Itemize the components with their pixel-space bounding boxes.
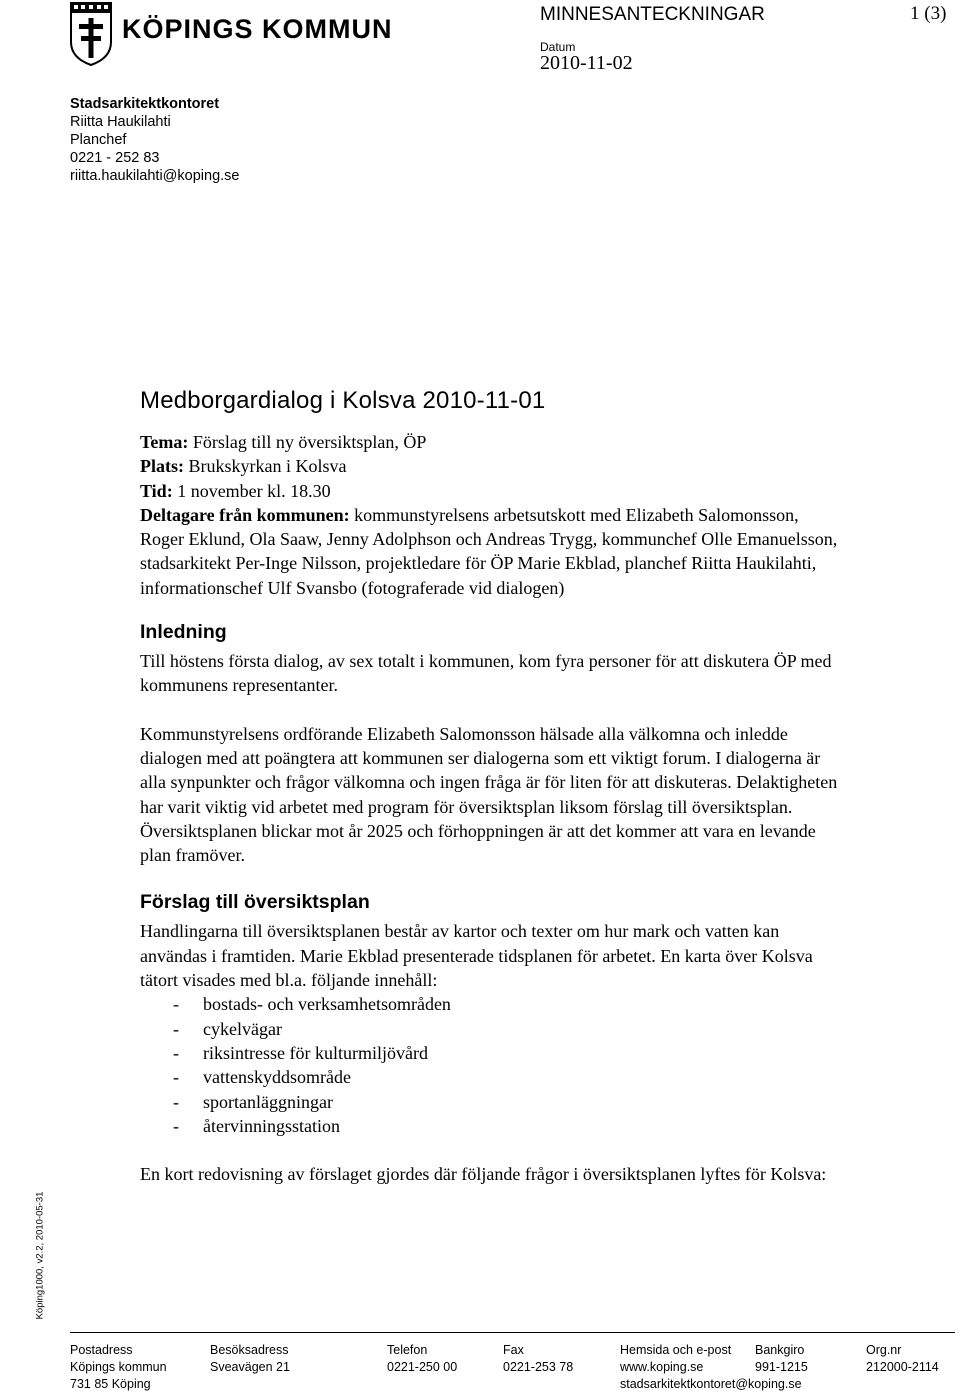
tid-value: 1 november kl. 18.30 xyxy=(172,480,331,501)
footer-fax xyxy=(503,1342,573,1376)
list-item xyxy=(140,1114,840,1138)
footer-orgnr-value: 212000-2114 xyxy=(866,1360,939,1374)
list-item-text: sportanläggningar xyxy=(203,1091,333,1112)
sender-org: Stadsarkitektkontoret xyxy=(70,96,220,112)
inledning-paragraph-2: Kommunstyrelsens ordförande Elizabeth Salomonsson hälsade alla välkomna och inledde dialogen med att poängtera att kommunen ser dialogerna som ett viktigt forum. I dialogerna är alla synpunkter och frågor välkomna och ingen fråga är för liten för att diskuteras. Delaktigheten har varit viktig vid arbetet med program för översiktsplan liksom förslag till översiktsplan. Översiktsplanen blickar mot år 2025 och förhoppningen är att det kommer att vara en levande plan framöver. xyxy=(140,723,838,866)
list-item xyxy=(140,1090,840,1114)
meta-plats xyxy=(140,454,840,478)
footer-telefon-label: Telefon xyxy=(387,1343,428,1357)
list-item xyxy=(140,992,840,1016)
footer-postadress-label: Postadress xyxy=(70,1343,133,1357)
list-dash: - xyxy=(173,1067,179,1088)
footer-postadress-line1: Köpings kommun xyxy=(70,1360,167,1374)
sender-name: Riitta Haukilahti xyxy=(70,114,171,130)
date-label: Datum xyxy=(540,40,576,54)
footer-fax-label: Fax xyxy=(503,1343,524,1357)
plats-value: Brukskyrkan i Kolsva xyxy=(184,456,347,477)
list-item-text: riksintresse för kulturmiljövård xyxy=(203,1042,428,1063)
document-title: Medborgardialog i Kolsva 2010-11-01 xyxy=(140,387,546,414)
footer-besoksadress-value: Sveavägen 21 xyxy=(210,1360,290,1374)
deltagare-value: kommunstyrelsens arbetsutskott med Elizabeth Salomonsson, Roger Eklund, Ola Saaw, Jenny Adolphson och Andreas Trygg, kommunchef Olle Emanuelsson, stadsarkitekt Per-Inge Nilsson, projektledare för ÖP Marie Ekblad, planchef Riitta Haukilahti, informationschef Ulf Svansbo (fotograferade vid dialogen) xyxy=(140,504,838,598)
sender-phone: 0221 - 252 83 xyxy=(70,150,160,166)
list-dash: - xyxy=(173,1091,179,1112)
forslag-paragraph-1: Handlingarna till översiktsplanen består av kartor och texter om hur mark och vatten kan användas i framtiden. Marie Ekblad presenterade tidsplanen för arbetet. En karta över Kolsva tätort visades med bl.a. följande innehåll: xyxy=(140,921,813,991)
page-number: 1 (3) xyxy=(910,3,947,24)
footer-orgnr xyxy=(866,1342,939,1376)
list-item-text: vattenskyddsområde xyxy=(203,1067,351,1088)
forslag-paragraph-2: En kort redovisning av förslaget gjordes där följande frågor i översiktsplanen lyftes för Kolsva: xyxy=(140,1164,827,1185)
list-dash: - xyxy=(173,994,179,1015)
meta-tid xyxy=(140,479,840,503)
footer-postadress-line2: 731 85 Köping xyxy=(70,1377,151,1391)
list-item xyxy=(140,1017,840,1041)
meta-deltagare xyxy=(140,503,840,600)
footer-besoksadress-label: Besöksadress xyxy=(210,1343,289,1357)
tema-label: Tema: xyxy=(140,432,189,452)
list-item-text: bostads- och verksamhetsområden xyxy=(203,994,451,1015)
list-dash: - xyxy=(173,1115,179,1136)
coat-of-arms-icon xyxy=(70,2,112,66)
list-dash: - xyxy=(173,1042,179,1063)
section-heading-inledning: Inledning xyxy=(140,621,227,644)
footer-hemsida-label: Hemsida och e-post xyxy=(620,1343,732,1357)
deltagare-label: Deltagare från kommunen: xyxy=(140,504,350,525)
footer-website-link[interactable]: www.koping.se xyxy=(620,1360,704,1374)
footer-orgnr-label: Org.nr xyxy=(866,1343,902,1357)
section-heading-forslag: Förslag till översiktsplan xyxy=(140,891,370,914)
footer-bankgiro xyxy=(755,1342,808,1376)
template-version-label: Köping1000, v2.2, 2010-05-31 xyxy=(34,1191,46,1320)
footer-besoksadress xyxy=(210,1342,290,1376)
municipality-logo xyxy=(70,2,393,66)
list-item xyxy=(140,1065,840,1089)
sender-block xyxy=(70,95,239,185)
footer-postadress xyxy=(70,1342,167,1393)
footer-divider xyxy=(70,1332,955,1333)
sender-email: riitta.haukilahti@koping.se xyxy=(70,168,240,184)
tid-label: Tid: xyxy=(140,480,173,501)
footer-bankgiro-value: 991-1215 xyxy=(755,1360,808,1374)
document-type: MINNESANTECKNINGAR xyxy=(540,4,765,25)
footer-bankgiro-label: Bankgiro xyxy=(755,1343,805,1357)
meta-tema xyxy=(140,430,840,454)
document-body xyxy=(140,385,840,1186)
plats-label: Plats: xyxy=(140,456,184,477)
footer-email-link[interactable]: stadsarkitektkontoret@koping.se xyxy=(620,1377,802,1391)
list-item xyxy=(140,1041,840,1065)
list-dash: - xyxy=(173,1018,179,1039)
footer-telefon xyxy=(387,1342,457,1376)
logo-wordmark: KÖPINGS KOMMUN xyxy=(122,14,393,44)
date-value: 2010-11-02 xyxy=(540,52,633,74)
footer-telefon-value: 0221-250 00 xyxy=(387,1360,458,1374)
inledning-paragraph-1: Till höstens första dialog, av sex totalt i kommunen, kom fyra personer för att diskutera ÖP med kommunens representanter. xyxy=(140,651,832,696)
list-item-text: cykelvägar xyxy=(203,1018,282,1039)
sender-title: Planchef xyxy=(70,132,127,148)
list-item-text: återvinningsstation xyxy=(203,1115,340,1136)
tema-value: Förslag till ny översiktsplan, ÖP xyxy=(188,432,427,452)
footer-fax-value: 0221-253 78 xyxy=(503,1360,574,1374)
content-list xyxy=(140,992,840,1138)
